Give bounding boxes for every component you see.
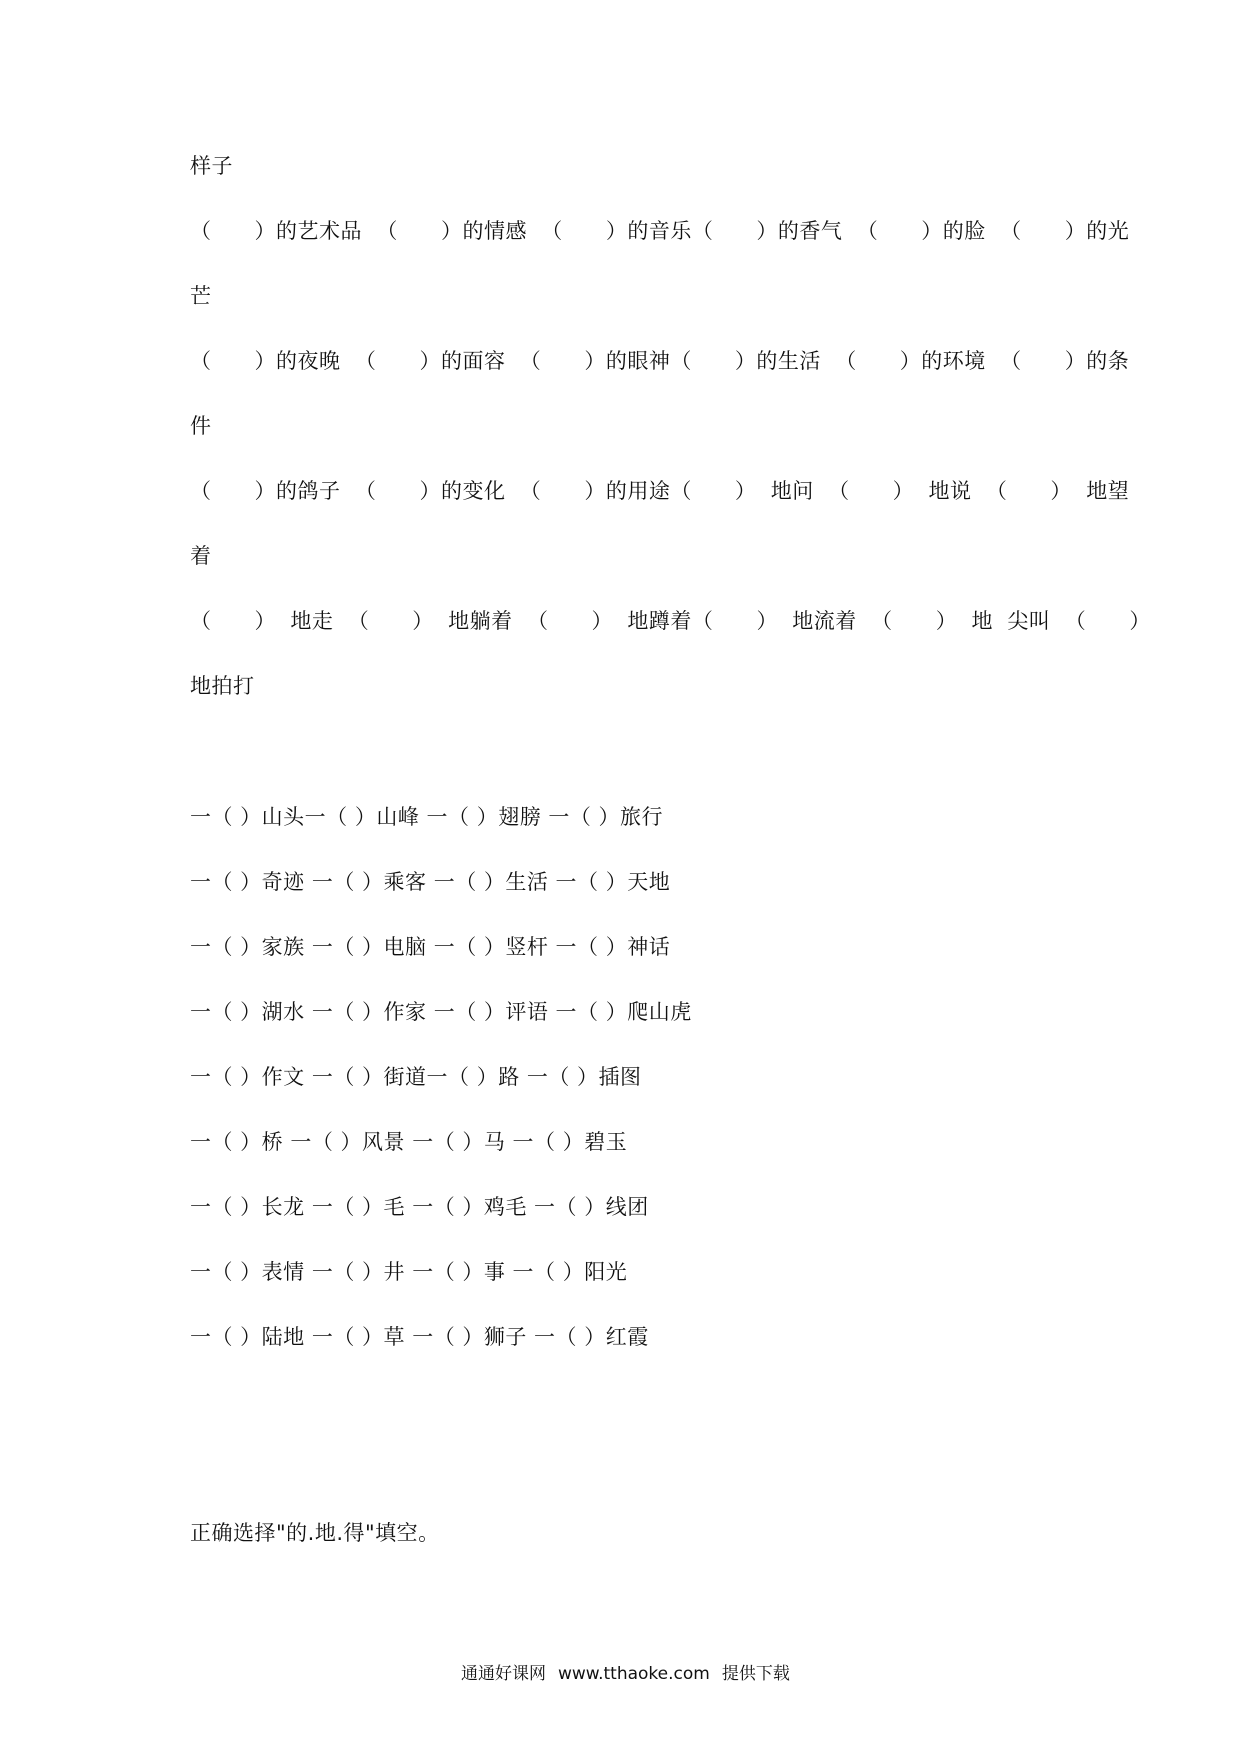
section-instruction: 正确选择"的.地.得"填空。 <box>190 1521 440 1545</box>
footer-site-name: 通通好课网 <box>460 1664 546 1684</box>
footer-suffix: 提供下载 <box>721 1664 790 1684</box>
exercise-line: 样子 <box>190 154 233 178</box>
exercise-line: （ ）的夜晚 （ ）的面容 （ ）的眼神（ ）的生活 （ ）的环境 （ ）的条 <box>190 349 1130 373</box>
measure-word-line: 一（ ）表情 一（ ）井 一（ ）事 一（ ）阳光 <box>190 1260 628 1284</box>
exercise-line: 着 <box>190 544 212 568</box>
measure-word-line: 一（ ）长龙 一（ ）毛 一（ ）鸡毛 一（ ）线团 <box>190 1195 649 1219</box>
measure-word-line: 一（ ）陆地 一（ ）草 一（ ）狮子 一（ ）红霞 <box>190 1325 649 1349</box>
exercise-line: 件 <box>190 414 212 438</box>
measure-word-line: 一（ ）湖水 一（ ）作家 一（ ）评语 一（ ）爬山虎 <box>190 1000 692 1024</box>
measure-word-line: 一（ ）家族 一（ ）电脑 一（ ）竖杆 一（ ）神话 <box>190 935 671 959</box>
exercise-line: （ ）的艺术品 （ ）的情感 （ ）的音乐（ ）的香气 （ ）的脸 （ ）的光 <box>190 219 1130 243</box>
exercise-line: 芒 <box>190 284 212 308</box>
measure-word-line: 一（ ）奇迹 一（ ）乘客 一（ ）生活 一（ ）天地 <box>190 870 671 894</box>
exercise-line: （ ） 地走 （ ） 地躺着 （ ） 地蹲着（ ） 地流着 （ ） 地 尖叫 （ ） <box>190 609 1151 633</box>
footer-url[interactable]: www.tthaoke.com <box>557 1664 710 1684</box>
page-footer <box>0 1638 1240 1686</box>
exercise-line: （ ）的鸽子 （ ）的变化 （ ）的用途（ ） 地问 （ ） 地说 （ ） 地望 <box>190 479 1130 503</box>
measure-word-line: 一（ ）作文 一（ ）街道一（ ）路 一（ ）插图 <box>190 1065 642 1089</box>
measure-word-line: 一（ ）桥 一（ ）风景 一（ ）马 一（ ）碧玉 <box>190 1130 628 1154</box>
measure-word-line: 一（ ）山头一（ ）山峰 一（ ）翅膀 一（ ）旅行 <box>190 805 664 829</box>
exercise-line: 地拍打 <box>190 674 255 698</box>
